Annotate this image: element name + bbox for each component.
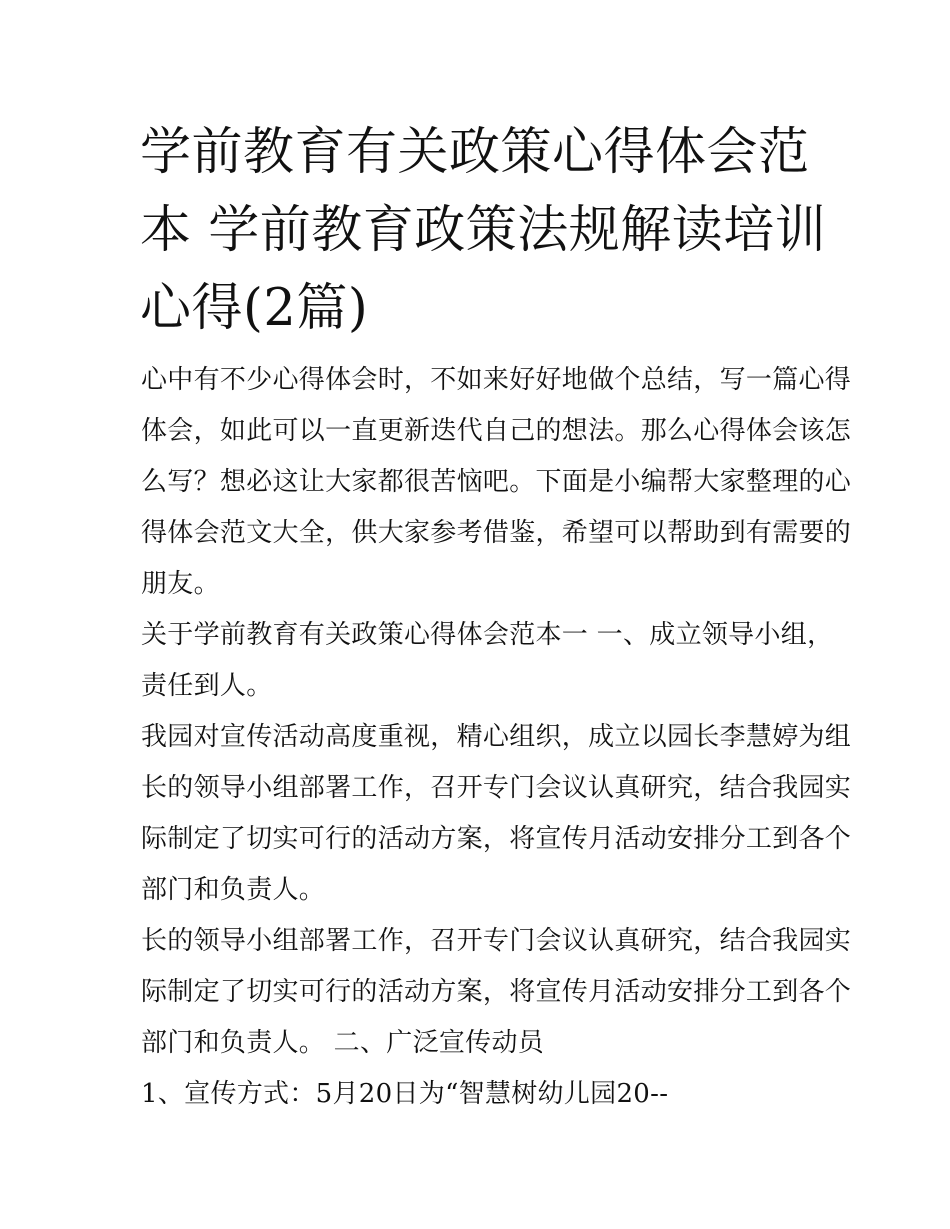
body-line: 部门和负责人。: [141, 875, 326, 905]
body-line: 际制定了切实可行的活动方案，将宣传月活动安排分工到各个: [141, 824, 852, 854]
title-line-2: 本 学前教育政策法规解读培训: [140, 201, 827, 260]
body-line: 关于学前教育有关政策心得体会范本一 一、成立领导小组，: [141, 620, 834, 650]
title-line-1: 学前教育有关政策心得体会范: [140, 123, 810, 182]
body-line: 际制定了切实可行的活动方案，将宣传月活动安排分工到各个: [141, 977, 852, 1007]
body-line: 朋友。: [141, 569, 220, 599]
document-body: [141, 355, 852, 1120]
body-line: 体会，如此可以一直更新迭代自己的想法。那么心得体会该怎: [141, 416, 852, 446]
body-line: 长的领导小组部署工作，召开专门会议认真研究，结合我园实: [141, 926, 852, 956]
body-line: 么写？想必这让大家都很苦恼吧。下面是小编帮大家整理的心: [141, 467, 852, 497]
body-line: 部门和负责人。 二、广泛宣传动员: [141, 1028, 545, 1058]
body-line: 责任到人。: [141, 671, 273, 701]
title-line-3: 心得(2篇): [140, 279, 369, 338]
document-title: [140, 114, 827, 348]
body-line: 心中有不少心得体会时，不如来好好地做个总结，写一篇心得: [141, 365, 852, 395]
body-line: 我园对宣传活动高度重视，精心组织，成立以园长李慧婷为组: [141, 722, 852, 752]
body-line: 得体会范文大全，供大家参考借鉴，希望可以帮助到有需要的: [141, 518, 852, 548]
body-line: 长的领导小组部署工作，召开专门会议认真研究，结合我园实: [141, 773, 852, 803]
body-line: 1、宣传方式：5月20日为“智慧树幼儿园20--: [141, 1079, 669, 1109]
